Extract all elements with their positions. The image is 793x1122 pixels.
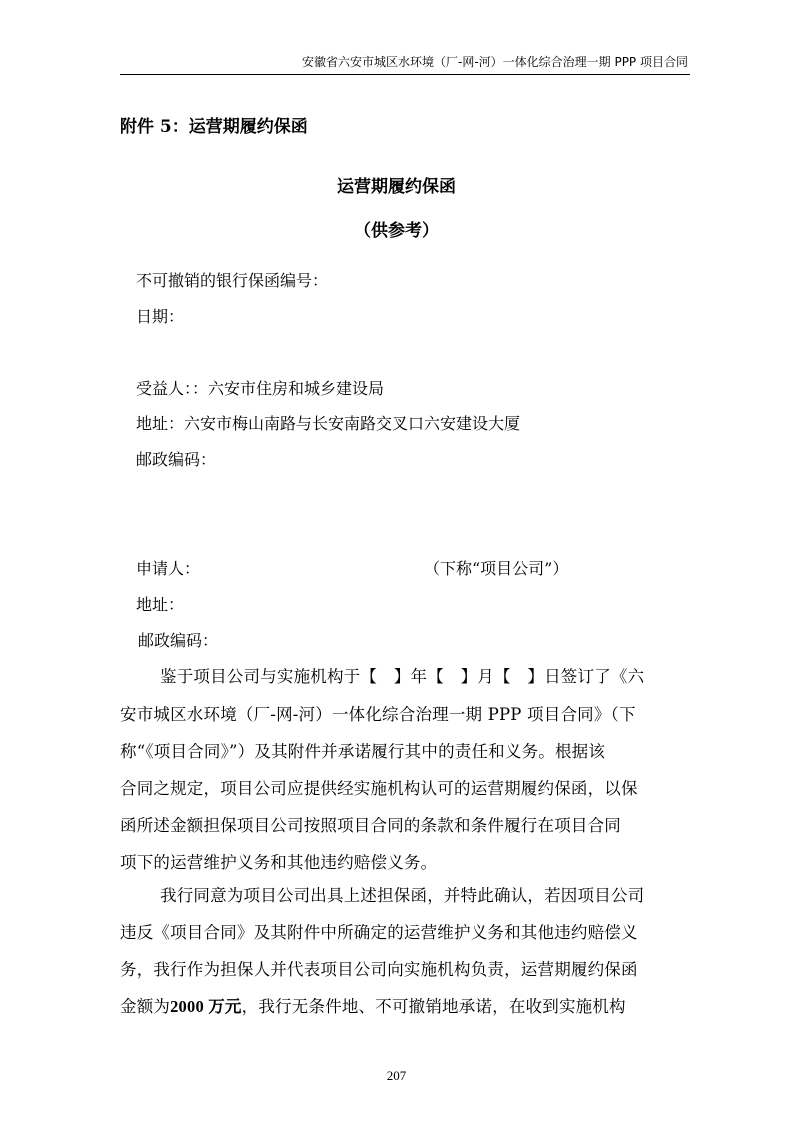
paragraph-line: 务，我行作为担保人并代表项目公司向实施机构负责，运营期履约保函 — [120, 960, 638, 979]
guarantee-number-label: 不可撤销的银行保函编号： — [136, 271, 329, 290]
beneficiary-postcode: 邮政编码： — [136, 450, 217, 469]
paragraph-line: 项下的运营维护义务和其他违约赔偿义务。 — [120, 853, 438, 872]
paragraph-line: 安市城区水环境（厂-网-河）一体化综合治理一期 PPP 项目合同》（下 — [120, 705, 636, 724]
beneficiary-address: 地址：六安市梅山南路与长安南路交叉口六安建设大厦 — [136, 414, 521, 433]
applicant-label: 申请人： — [136, 559, 201, 578]
applicant-postcode: 邮政编码： — [138, 631, 219, 650]
attachment-title: 附件 5：运营期履约保函 — [120, 117, 308, 137]
paragraph-line: 鉴于项目公司与实施机构于【 】年【 】月【 】日签订了《六 — [160, 667, 645, 686]
paragraph-line: 我行同意为项目公司出具上述担保函，并特此确认，若因项目公司 — [160, 886, 645, 905]
page-number: 207 — [386, 1068, 407, 1083]
document-subtitle: （供参考） — [354, 221, 439, 241]
paragraph-line: 函所述金额担保项目公司按照项目合同的条款和条件履行在项目合同 — [120, 816, 621, 835]
paragraph-line — [120, 996, 626, 1018]
paragraph-line: 合同之规定，项目公司应提供经实施机构认可的运营期履约保函，以保 — [120, 779, 638, 798]
beneficiary-line: 受益人：：六安市住房和城乡建设局 — [136, 379, 385, 398]
guarantee-amount: 2000 万元 — [170, 997, 242, 1016]
header-rule — [120, 74, 690, 75]
paragraph-line: 违反《项目合同》及其附件中所确定的运营维护义务和其他违约赔偿义 — [120, 923, 638, 942]
amount-prefix: 金额为 — [120, 997, 171, 1016]
applicant-address: 地址： — [136, 595, 185, 614]
running-header: 安徽省六安市城区水环境（厂-网-河）一体化综合治理一期 PPP 项目合同 — [301, 55, 688, 69]
paragraph-line: 称“《项目合同》”）及其附件并承诺履行其中的责任和义务。根据该 — [120, 742, 606, 761]
date-label: 日期： — [136, 307, 185, 326]
document-title: 运营期履约保函 — [337, 177, 456, 197]
amount-suffix: ，我行无条件地、不可撤销地承诺，在收到实施机构 — [241, 997, 626, 1016]
applicant-alias: （下称“项目公司”） — [424, 559, 569, 578]
